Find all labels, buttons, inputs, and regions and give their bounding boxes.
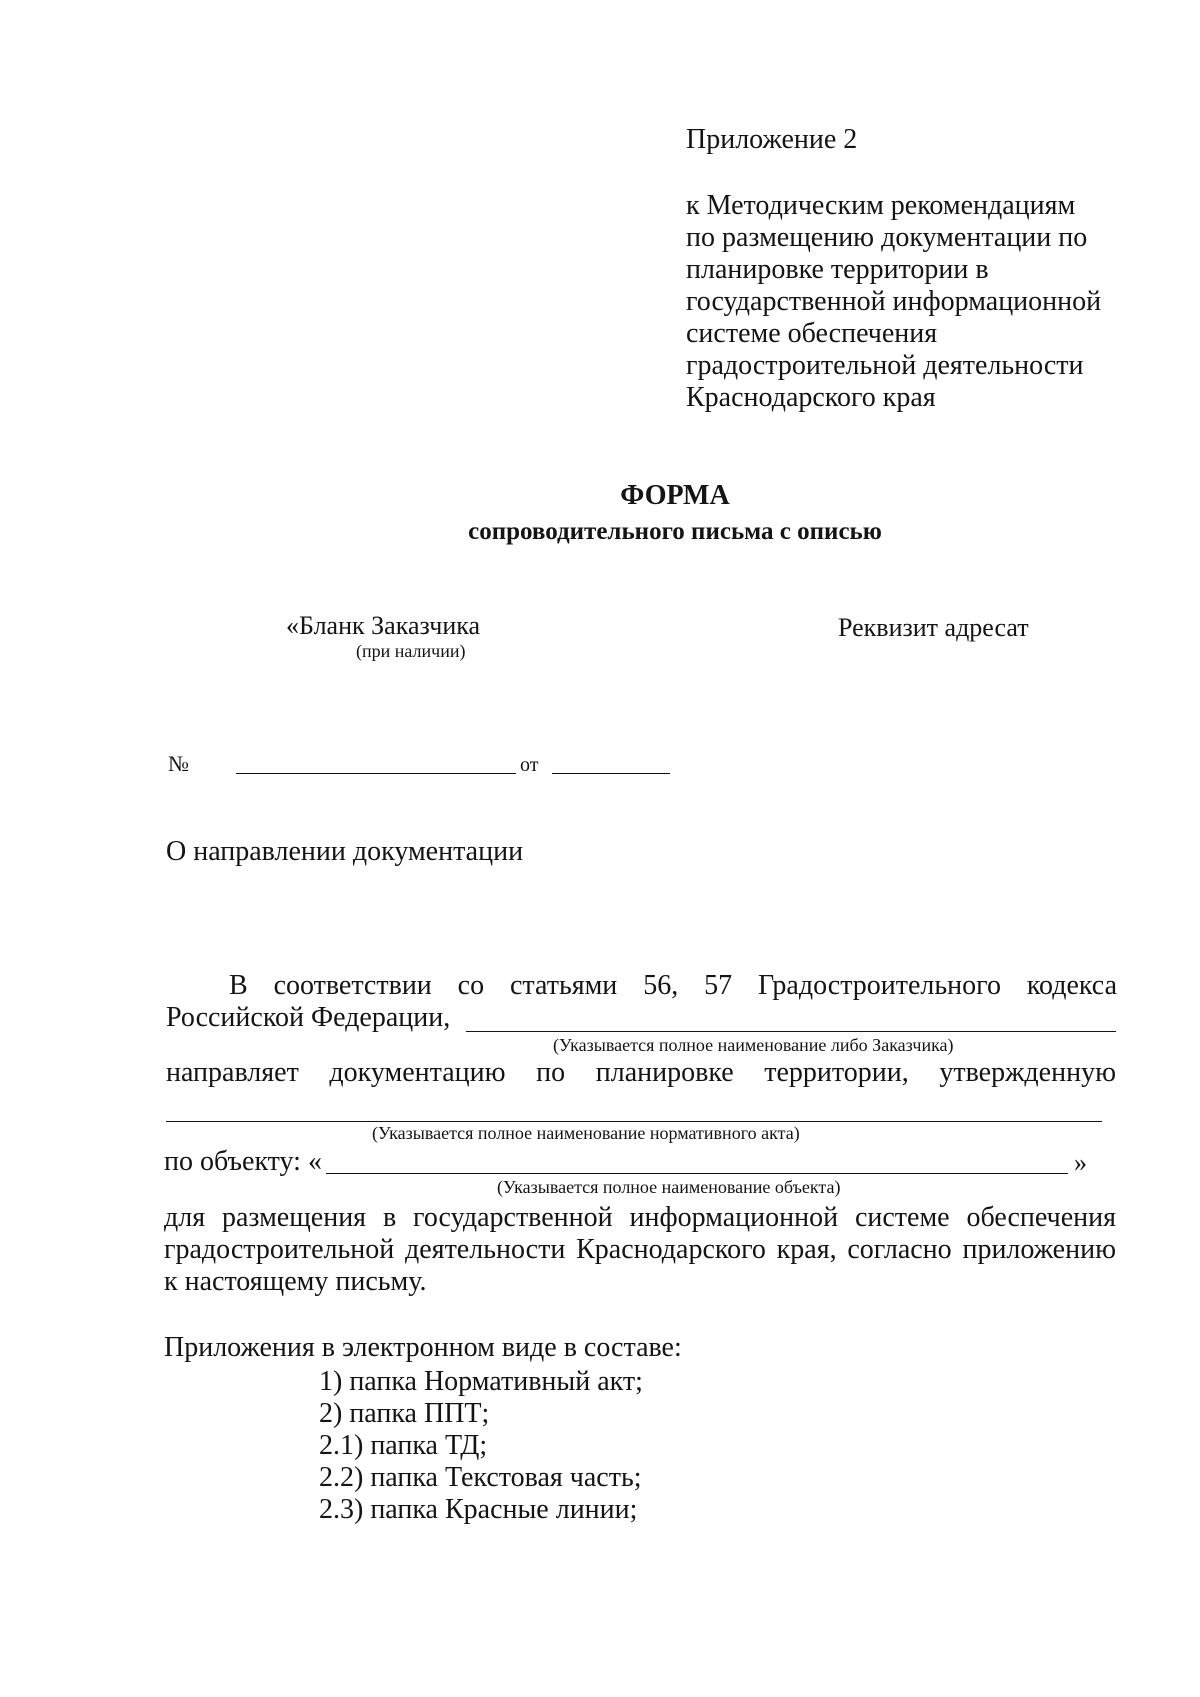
customer-name-note: (Указывается полное наименование либо Заказчика) [553, 1035, 954, 1055]
list-item: 2) папка ППТ; [319, 1398, 490, 1429]
appendix-reference-line: Краснодарского края [686, 382, 936, 413]
appendix-reference-line: к Методическим рекомендациям [686, 190, 1076, 221]
body-paragraph-line-1: для размещения в государственной информационной системе обеспечения [164, 1202, 1116, 1233]
addressee-label: Реквизит адресат [838, 613, 1029, 642]
body-paragraph-line-3: к настоящему письму. [164, 1266, 427, 1297]
object-name-note: (Указывается полное наименование объекта) [497, 1177, 841, 1197]
list-item: 2.1) папка ТД; [319, 1430, 488, 1461]
form-subtitle: сопроводительного письма с описью [468, 518, 882, 545]
appendix-reference-line: планировке территории в [686, 254, 989, 285]
object-suffix: » [1074, 1148, 1087, 1177]
object-name-line [326, 1173, 1068, 1174]
appendix-reference-line: государственной информационной [686, 286, 1102, 317]
list-item: 1) папка Нормативный акт; [319, 1366, 643, 1397]
body-paragraph-line-2: градостроительной деятельности Краснодарского края, согласно приложению [164, 1234, 1116, 1265]
date-from-label: от [520, 754, 539, 776]
form-title: ФОРМА [620, 480, 730, 511]
appendix-reference-line: системе обеспечения [686, 318, 938, 349]
appendix-reference-line: градостроительной деятельности [686, 350, 1084, 381]
number-field-line [236, 773, 516, 774]
appendix-reference [686, 190, 1101, 414]
letter-subject: О направлении документации [166, 836, 524, 867]
body-line-2-prefix: Российской Федерации, [166, 1002, 451, 1033]
body-line-1: В соответствии со статьями 56, 57 Градостроительного кодекса [229, 970, 1117, 1001]
list-item: 2.3) папка Красные линии; [319, 1494, 638, 1525]
attachments-list [319, 1366, 643, 1526]
appendix-title: Приложение 2 [686, 124, 858, 155]
number-sign: № [168, 751, 189, 776]
customer-blank-label: «Бланк Заказчика [286, 611, 481, 640]
object-prefix: по объекту: « [164, 1146, 322, 1177]
body-line-3: направляет документацию по планировке территории, утвержденную [166, 1057, 1116, 1088]
normative-act-note: (Указывается полное наименование нормативного акта) [372, 1123, 800, 1143]
date-field-line [552, 773, 670, 774]
customer-name-line [466, 1031, 1116, 1032]
list-item: 2.2) папка Текстовая часть; [319, 1462, 642, 1493]
attachments-intro: Приложения в электронном виде в составе: [164, 1332, 682, 1363]
appendix-reference-line: по размещению документации по [686, 222, 1088, 253]
customer-blank-note: (при наличии) [356, 641, 466, 661]
normative-act-line [166, 1121, 1102, 1122]
